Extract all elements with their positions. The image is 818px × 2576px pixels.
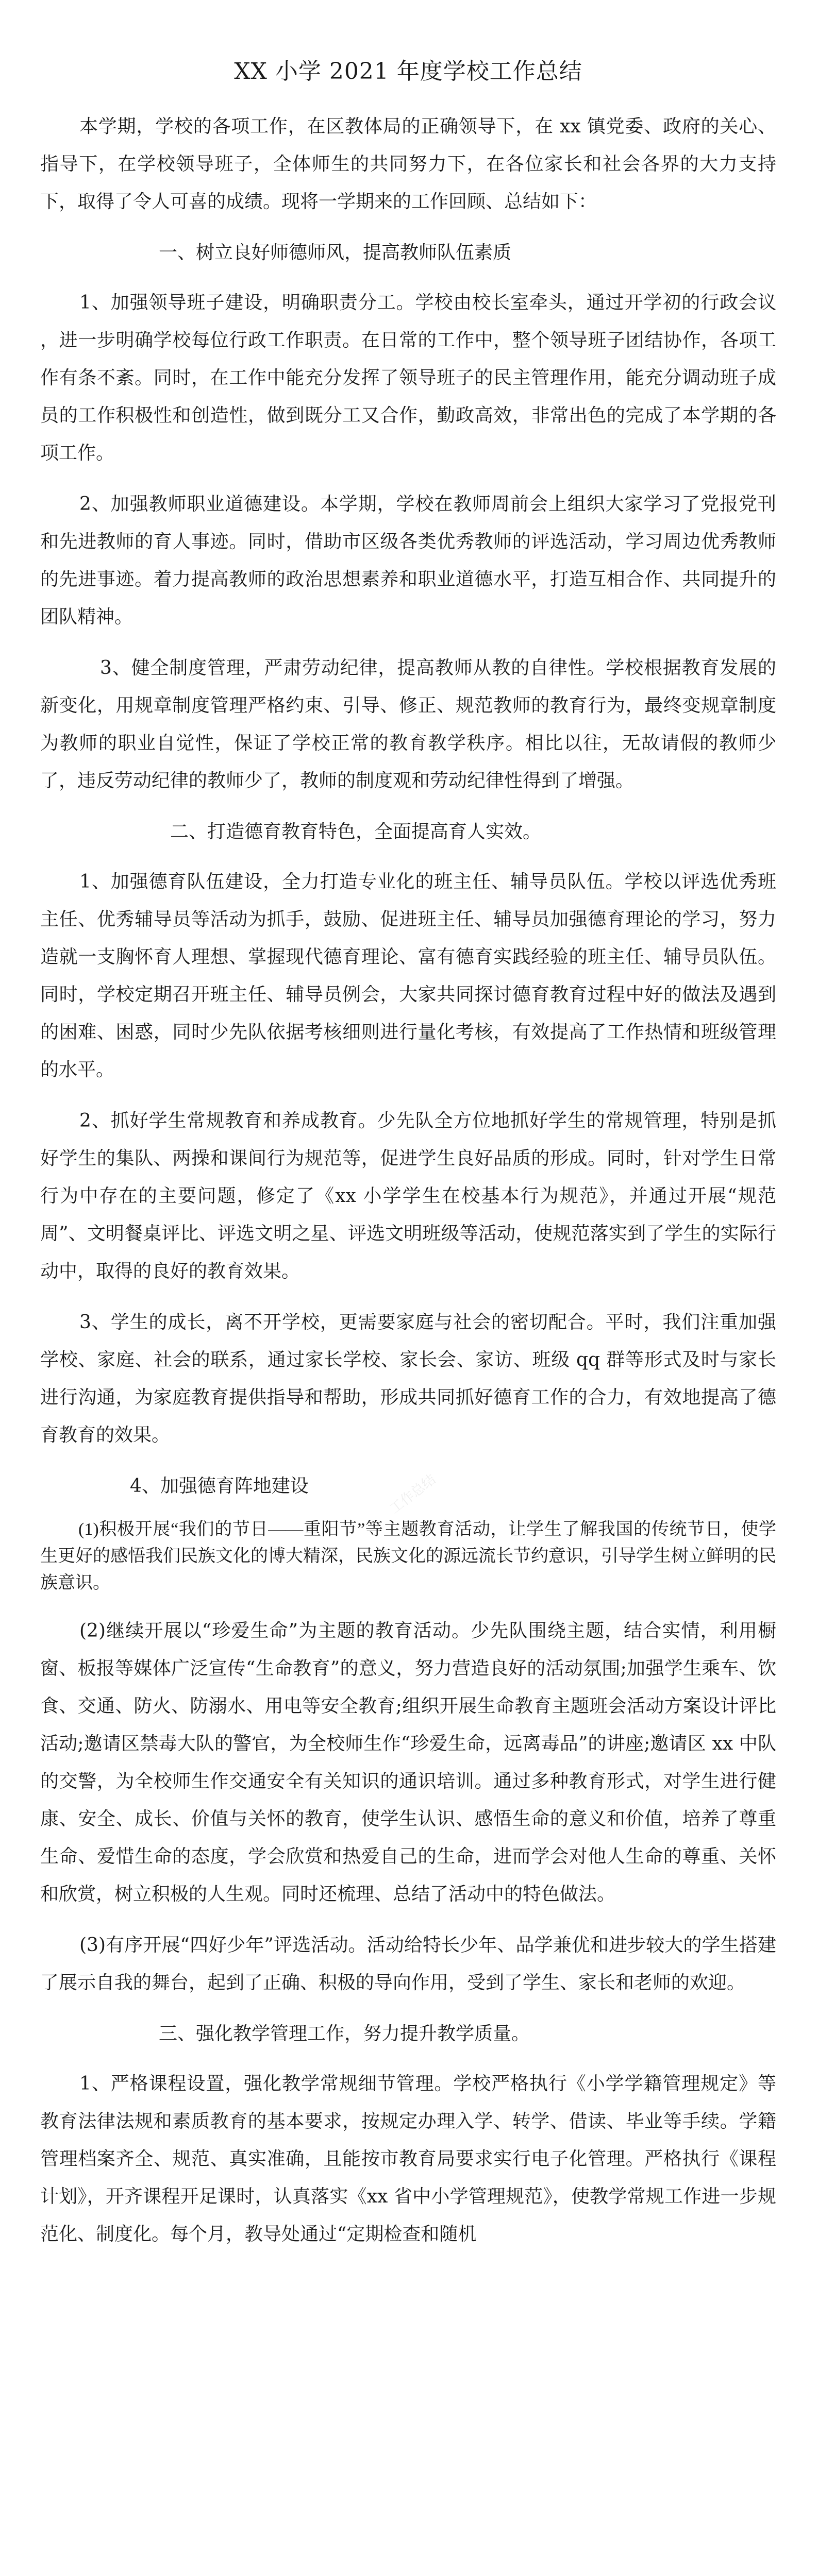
- subheading-moral-base: 4、加强德育阵地建设: [130, 1476, 309, 1497]
- intro-paragraph: 本学期，学校的各项工作，在区教体局的正确领导下，在 xx 镇党委、政府的关心、指导下，在学校领导班子，全体师生的共同努力下，在各位家长和社会各界的大力支持下，取得了令人可喜的成绩。现将一学期来的工作回顾、总结如下：: [40, 116, 776, 212]
- paragraph-discipline: 3、健全制度管理，严肃劳动纪律，提高教师从教的自律性。学校根据教育发展的新变化，用规章制度管理严格约束、引导、修正、规范教师的教育行为，最终变规章制度为教师的职业自觉性，保证了学校正常的教育教学秩序。相比以往，无故请假的教师少了，违反劳动纪律的教师少了，教师的制度观和劳动纪律性得到了增强。: [40, 657, 776, 791]
- paragraph-leadership: 1、加强领导班子建设，明确职责分工。学校由校长室牵头，通过开学初的行政会议 ，进一步明确学校每位行政工作职责。在日常的工作中，整个领导班子团结协作，各项工作有条不紊。同时，在工作中能充分发挥了领导班子的民主管理作用，能充分调动班子成员的工作积极性和创造性，做到既分工又合作，勤政高效，非常出色的完成了本学期的各项工作。: [40, 292, 776, 464]
- section-heading-2: 二、打造德育教育特色，全面提高育人实效。: [170, 821, 542, 842]
- paragraph-four-good-youth: (3)有序开展“四好少年”评选活动。活动给特长少年、品学兼优和进步较大的学生搭建了展示自我的舞台，起到了正确、积极的导向作用，受到了学生、家长和老师的欢迎。: [40, 1935, 776, 1993]
- paragraph-curriculum: 1、严格课程设置，强化教学常规细节管理。学校严格执行《小学学籍管理规定》等教育法律法规和素质教育的基本要求，按规定办理入学、转学、借读、毕业等手续。学籍管理档案齐全、规范、真实准确，且能按市教育局要求实行电子化管理。严格执行《课程计划》，开齐课程开足课时，认真落实《xx 省中小学管理规范》，使教学常规工作进一步规范化、制度化。每个月，教导处通过“定期检查和随机: [40, 2073, 776, 2245]
- watermark: 工作总结: [387, 1471, 439, 1517]
- paragraph-routine: 2、抓好学生常规教育和养成教育。少先队全方位地抓好学生的常规管理，特别是抓好学生的集队、两操和课间行为规范等，促进学生良好品质的形成。同时，针对学生日常行为中存在的主要问题，修定了《xx 小学学生在校基本行为规范》，并通过开展“规范周”、文明餐桌评比、评选文明之星、评选文明班级等活动，使规范落实到了学生的实际行动中，取得的良好的教育效果。: [40, 1110, 776, 1282]
- paragraph-team: 1、加强德育队伍建设，全力打造专业化的班主任、辅导员队伍。学校以评选优秀班主任、优秀辅导员等活动为抓手，鼓励、促进班主任、辅导员加强德育理论的学习，努力造就一支胸怀育人理想、掌握现代德育理论、富有德育实践经验的班主任、辅导员队伍。同时，学校定期召开班主任、辅导员例会，大家共同探讨德育教育过程中好的做法及遇到的困难、困惑，同时少先队依据考核细则进行量化考核，有效提高了工作热情和班级管理的水平。: [40, 871, 776, 1080]
- paragraph-ethics: 2、加强教师职业道德建设。本学期，学校在教师周前会上组织大家学习了党报党刊和先进教师的育人事迹。同时，借助市区级各类优秀教师的评选活动，学习周边优秀教师的先进事迹。着力提高教师的政治思想素养和职业道德水平，打造互相合作、共同提升的团队精神。: [40, 494, 776, 628]
- section-heading-3: 三、强化教学管理工作，努力提升教学质量。: [159, 2023, 530, 2044]
- section-heading-1: 一、树立良好师德师风，提高教师队伍素质: [159, 242, 512, 263]
- paragraph-family: 3、学生的成长，离不开学校，更需要家庭与社会的密切配合。平时，我们注重加强学校、家庭、社会的联系，通过家长学校、家长会、家访、班级 qq 群等形式及时与家长进行沟通，为家庭教育提供指导和帮助，形成共同抓好德育工作的合力，有效地提高了德育教育的效果。: [40, 1312, 776, 1446]
- paragraph-festival: (1)积极开展“我们的节日——重阳节”等主题教育活动，让学生了解我国的传统节日，使学生更好的感悟我们民族文化的博大精深，民族文化的源远流长节约意识，引导学生树立鲜明的民族意识。: [40, 1520, 776, 1592]
- paragraph-life-education: (2)继续开展以“珍爱生命”为主题的教育活动。少先队围绕主题，结合实情，利用橱窗、板报等媒体广泛宣传“生命教育”的意义，努力营造良好的活动氛围;加强学生乘车、饮食、交通、防火、防溺水、用电等安全教育;组织开展生命教育主题班会活动方案设计评比活动;邀请区禁毒大队的警官，为全校师生作“珍爱生命，远离毒品”的讲座;邀请区 xx 中队的交警，为全校师生作交通安全有关知识的通识培训。通过多种教育形式，对学生进行健康、安全、成长、价值与关怀的教育，使学生认识、感悟生命的意义和价值，培养了尊重生命、爱惜生命的态度，学会欣赏和热爱自己的生命，进而学会对他人生命的尊重、关怀和欣赏，树立积极的人生观。同时还梳理、总结了活动中的特色做法。: [40, 1620, 776, 1905]
- document-body: [40, 49, 776, 2260]
- document-title: XX 小学 2021 年度学校工作总结: [234, 58, 582, 84]
